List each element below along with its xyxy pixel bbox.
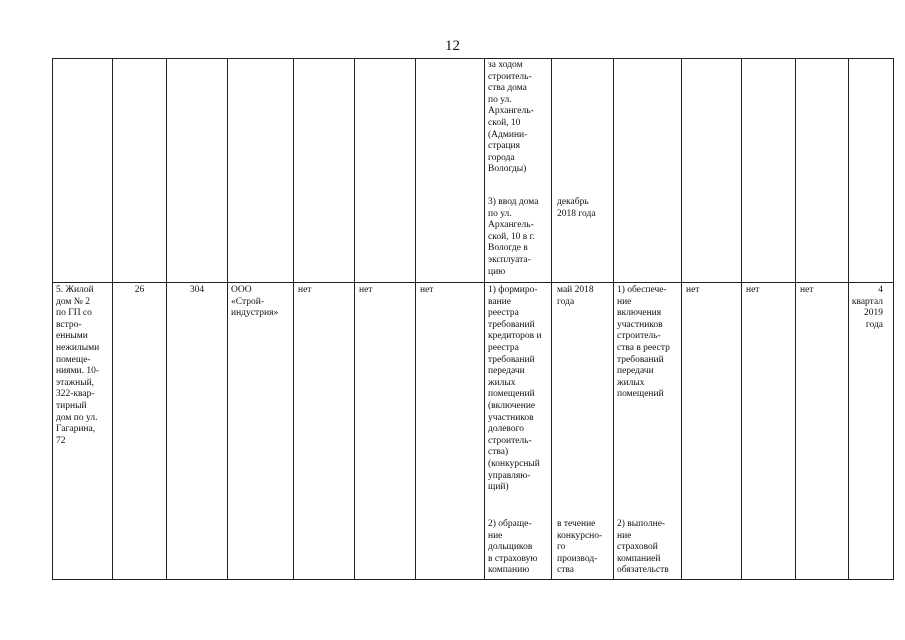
cell-commissioning-deadline: декабрь 2018 года xyxy=(557,197,596,219)
cell-col5-value: нет xyxy=(298,285,312,295)
row-divider xyxy=(52,282,894,283)
cell-col12-value: нет xyxy=(746,285,760,295)
cell-col3-value: 304 xyxy=(189,285,205,295)
page-number: 12 xyxy=(445,38,460,54)
cell-measure-1: 1) формиро- вание реестра требований кредиторов и реестра требований передачи жилых помещений (включение участников долевого строитель- ства) (конкурсный управляю- щий) xyxy=(488,285,542,493)
cell-col6-value: нет xyxy=(359,285,373,295)
cell-col7-value: нет xyxy=(420,285,434,295)
cell-result-2: 2) выполне- ние страховой компанией обязательств xyxy=(617,519,669,576)
column-divider xyxy=(613,58,614,580)
cell-commissioning-measure: 3) ввод дома по ул. Архангель- ской, 10 в г. Вологде в эксплуата- цию xyxy=(488,197,539,277)
cell-col13-value: нет xyxy=(800,285,814,295)
column-divider xyxy=(551,58,552,580)
cell-deadline-2: в течение конкурсно- го производ- ства xyxy=(557,519,603,576)
cell-continued-measure-text: за ходом строитель- ства дома по ул. Архангель- ской, 10 (Админи- страция города Вологды) xyxy=(488,60,534,175)
table-frame xyxy=(52,58,894,580)
column-divider xyxy=(112,58,113,580)
cell-object-name: 5. Жилой дом № 2 по ГП со встро- енными нежилыми помеще- ниями. 10- этажный, 322-квар- тирный дом по ул. Гагарина, 72 xyxy=(56,285,100,446)
column-divider xyxy=(354,58,355,580)
column-divider xyxy=(293,58,294,580)
cell-deadline-1: май 2018 года xyxy=(557,285,594,307)
cell-col2-value: 26 xyxy=(134,285,145,295)
column-divider xyxy=(741,58,742,580)
cell-developer: ООО «Строй- индустрия» xyxy=(231,285,279,319)
column-divider xyxy=(681,58,682,580)
cell-completion-date: 4 квартал 2019 года xyxy=(851,285,883,330)
column-divider xyxy=(166,58,167,580)
column-divider xyxy=(484,58,485,580)
column-divider xyxy=(227,58,228,580)
column-divider xyxy=(415,58,416,580)
column-divider xyxy=(795,58,796,580)
cell-measure-2: 2) обраще- ние дольщиков в страховую компанию xyxy=(488,519,538,576)
cell-col11-value: нет xyxy=(686,285,700,295)
cell-result-1: 1) обеспече- ние включения участников строитель- ства в реестр требований передачи жилых помещений xyxy=(617,285,670,400)
